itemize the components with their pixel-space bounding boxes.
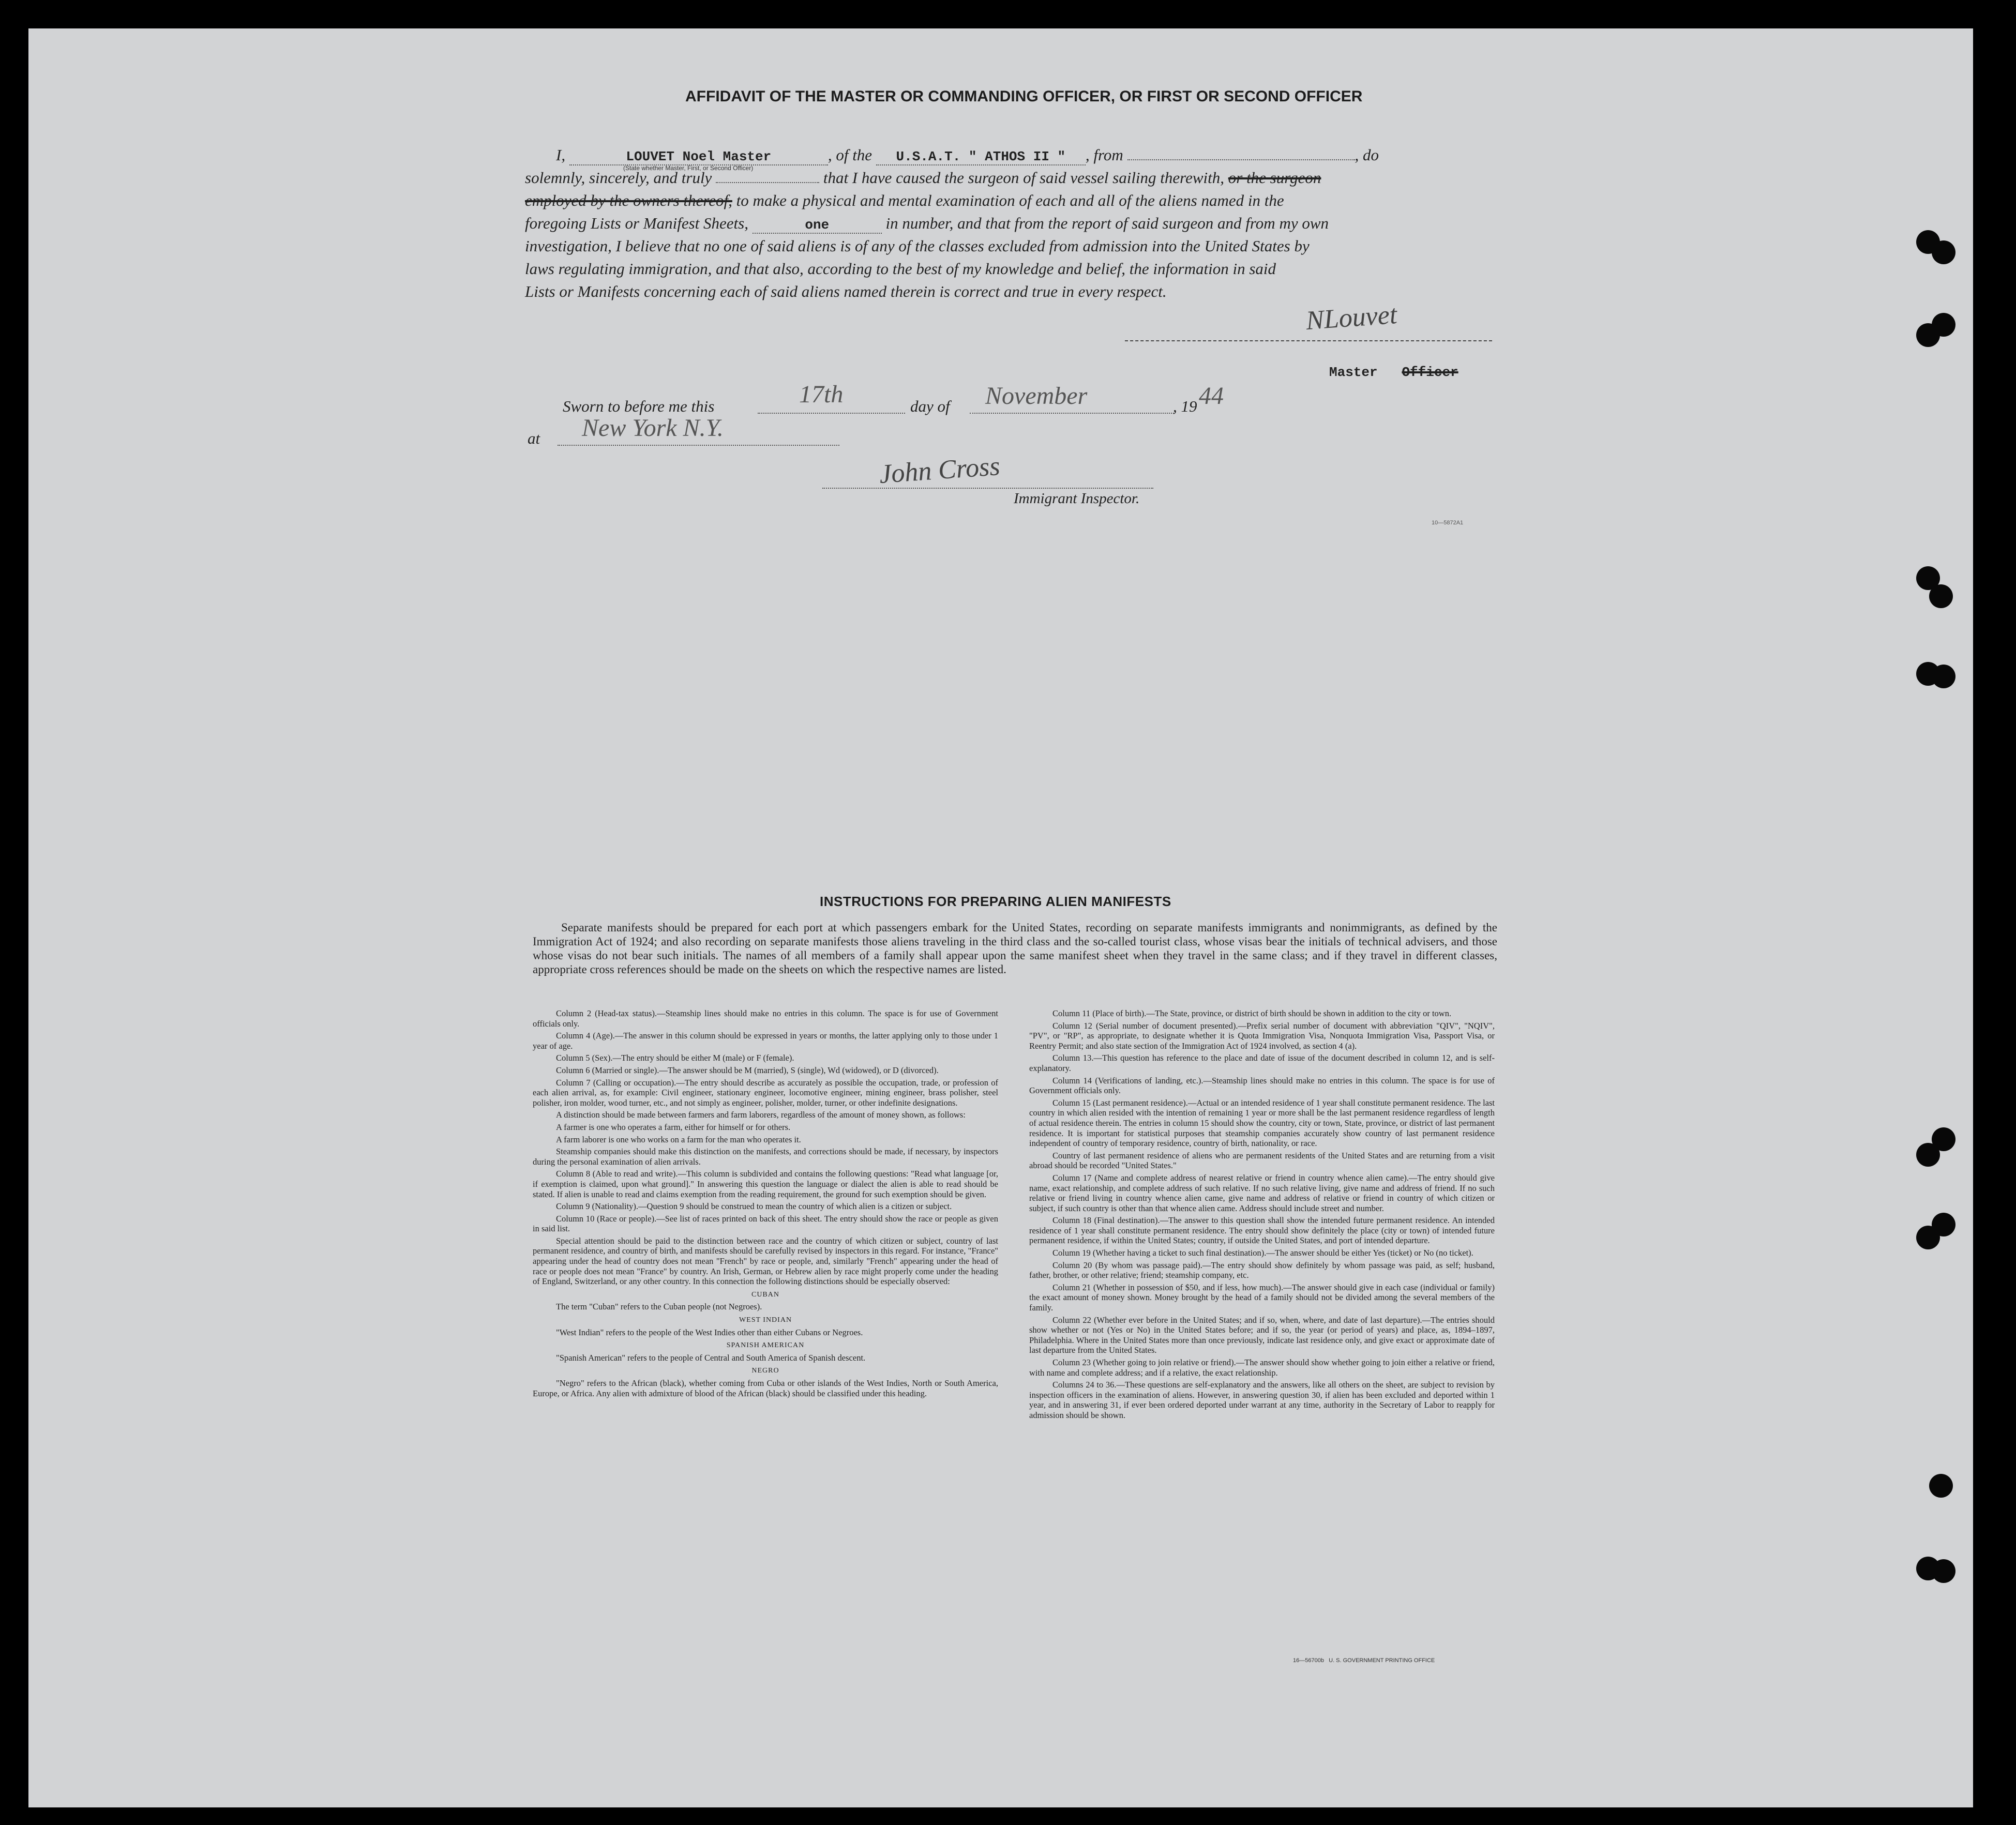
instruction-paragraph: Column 15 (Last permanent residence).—Actual or an intended residence of 1 year shall constitute permanent residence. The last country in which alien resided with the intention of remaining 1 year or more shall be the last permanent residence regardless of length of actual residence therein. The entries in column 15 should show the country, city or town, State, province, or district of last permanent residence. It is important for statistical purposes that steamship companies accurately show country of last permanent residence independent of country of temporary residence, country of birth, nationality, or race. xyxy=(1029,1097,1495,1149)
form-code: 10—5872A1 xyxy=(1432,520,1464,526)
at-label: at xyxy=(528,429,540,447)
instruction-paragraph: Column 17 (Name and complete address of nearest relative or friend in country whence alien came).—The entry should give name, exact relationship, and complete address of such relative. If no such relative living, give name and address of friend. If no such relative or friend living in country whence alien came, give name and address of relative or friend in country of which citizen or subject, if such country is other than that whence alien came. Address should include street and number. xyxy=(1029,1172,1495,1213)
instructions-title: INSTRUCTIONS FOR PREPARING ALIEN MANIFESTS xyxy=(820,894,1171,909)
struck-employed-text: employed by the owners thereof, xyxy=(525,191,732,209)
instruction-paragraph: Column 4 (Age).—The answer in this column should be expressed in years or months, the latter applying only to those under 1 year of age. xyxy=(533,1031,998,1051)
instruction-paragraph: Column 19 (Whether having a ticket to such final destination).—The answer should be either Yes (ticket) or No (no ticket). xyxy=(1052,1248,1473,1258)
location-line xyxy=(558,445,839,446)
sworn-month: November xyxy=(985,382,1088,410)
punch-hole xyxy=(1932,1213,1955,1236)
affidavit-line-4: foregoing Lists or Manifest Sheets, one in number, and that from the report of said surgeon and from my own xyxy=(525,214,1329,233)
punch-hole xyxy=(1929,1474,1953,1498)
instruction-paragraph: Column 14 (Verifications of landing, etc.).—Steamship lines should make no entries in this column. The space is for use of Government officials only. xyxy=(1029,1075,1495,1096)
instruction-paragraph: Column 20 (By whom was passage paid).—The entry should show definitely by whom passage was paid, as self; husband, father, brother, or other relative; friend; steamship company, etc. xyxy=(1029,1260,1495,1280)
instruction-paragraph: Column 5 (Sex).—The entry should be either M (male) or F (female). xyxy=(556,1053,794,1063)
instruction-paragraph: Column 23 (Whether going to join relative or friend).—The answer should show whether going to join either a relative or friend, with name and complete address; and if a relative, the exact relationship. xyxy=(1029,1358,1495,1378)
officer-caption: (State whether Master, First, or Second Officer) xyxy=(623,164,754,172)
month-line xyxy=(970,413,1174,414)
punch-hole xyxy=(1932,1559,1955,1583)
spanish-american-heading: SPANISH AMERICAN xyxy=(726,1341,805,1350)
cuban-heading: CUBAN xyxy=(751,1290,779,1299)
instruction-paragraph: Column 11 (Place of birth).—The State, province, or district of birth should be shown in addition to the city or town. xyxy=(1052,1008,1452,1018)
sworn-location: New York N.Y. xyxy=(582,414,724,442)
punch-hole xyxy=(1929,584,1953,608)
signature-line xyxy=(1125,340,1492,341)
instruction-paragraph: Column 21 (Whether in possession of $50, and if less, how much).—The answer should give in each case (individual or family) the exact amount of money shown. Money brought by the head of a family should not be divided among the several members of the family. xyxy=(1029,1282,1495,1313)
inspector-label: Immigrant Inspector. xyxy=(1014,490,1140,507)
day-line xyxy=(758,413,905,414)
instruction-paragraph: Column 7 (Calling or occupation).—The entry should describe as accurately as possible the occupation, trade, or profession of each alien arrival, as, for example: Civil engineer, stationary engineer, locomotive engineer, mining engineer, brass polisher, steel polisher, iron molder, wood turner, etc., and not simply as engineer, polisher, molder, turner, or other indefinite designations. xyxy=(533,1077,998,1108)
instruction-paragraph: Column 8 (Able to read and write).—This column is subdivided and contains the following questions: "Read what language [or, if exemption is claimed, upon what ground]." In answering this question the language or dialect the alien is able to read should be stated. If alien is unable to read and claims exemption from the reading requirement, the ground for such exemption should be given. xyxy=(533,1169,998,1199)
instruction-paragraph: Column 12 (Serial number of document presented).—Prefix serial number of document with abbreviation "QIV", "NQIV", "PV", or "RP", as appropriate, to designate whether it is Quota Immigration Visa, Nonquota Immigration Visa, Passport Visa, or Reentry Permit; and also state section of the Immigration Act of 1924 involved, as section 4 (a). xyxy=(1029,1020,1495,1051)
west-indian-heading: WEST INDIAN xyxy=(739,1316,792,1324)
affidavit-line-5: investigation, I believe that no one of said aliens is of any of the classes excluded from admission into the United States by xyxy=(525,237,1310,255)
affidavit-title: AFFIDAVIT OF THE MASTER OR COMMANDING OFFICER, OR FIRST OR SECOND OFFICER xyxy=(685,88,1363,105)
cuban-text: The term "Cuban" refers to the Cuban people (not Negroes). xyxy=(556,1302,762,1312)
affidavit-line-7: Lists or Manifests concerning each of said aliens named therein is correct and true in every respect. xyxy=(525,282,1167,300)
punch-hole xyxy=(1932,665,1955,688)
affidavit-line-1: I, LOUVET Noel Master , of the U.S.A.T. " ATHOS II " , from , do xyxy=(556,146,1379,164)
printing-office-footer: 16—56700b U. S. GOVERNMENT PRINTING OFFICE xyxy=(1293,1657,1435,1664)
instructions-left-column xyxy=(533,1008,998,1400)
instruction-paragraph: Column 10 (Race or people).—See list of races printed on back of this sheet. The entry should show the race or people as given in said list. xyxy=(533,1213,998,1234)
sworn-day: 17th xyxy=(799,381,844,408)
negro-heading: NEGRO xyxy=(751,1367,779,1375)
instruction-paragraph: A farm laborer is one who works on a farm for the man who operates it. xyxy=(556,1134,801,1144)
instruction-paragraph: Special attention should be paid to the distinction between race and the country of which citizen or subject, country of last permanent residence, and country of birth, and manifests should be carefully revised by inspectors in this regard. For instance, "France" appearing under the head of country does not mean "French" by race or people, and, similarly "French" appearing under the head of race or people does not mean "France" by country. An Irish, German, or Hebrew alien by race might properly come under the heading of England, Switzerland, or any other country. In this connection the following distinctions should be especially observed: xyxy=(533,1235,998,1287)
punch-hole xyxy=(1932,1127,1955,1151)
instruction-paragraph: Columns 24 to 36.—These questions are self-explanatory and the answers, like all others on the sheet, are subject to revision by inspection officers in the examination of aliens. However, in answering question 30, if alien has been excluded and deported within 1 year, and in answering 31, if ever been ordered deported under warrant at any time, authority in the Secretary of Labor to reapply for admission should be shown. xyxy=(1029,1380,1495,1420)
blank-field xyxy=(716,182,819,183)
inspector-signature: John Cross xyxy=(878,451,1001,490)
punch-hole xyxy=(1932,313,1955,337)
instruction-paragraph: A farmer is one who operates a farm, either for himself or for others. xyxy=(556,1122,791,1132)
sworn-year: 44 xyxy=(1199,382,1224,410)
master-label: Master Officer xyxy=(1329,365,1458,380)
vessel-name-field: U.S.A.T. " ATHOS II " xyxy=(876,149,1086,165)
instruction-paragraph: Steamship companies should make this distinction on the manifests, and corrections should be made, if necessary, by inspectors during the personal examination of alien arrivals. xyxy=(533,1147,998,1167)
affidavit-line-3: employed by the owners thereof, to make a physical and mental examination of each and all of the aliens named in the xyxy=(525,191,1284,209)
instruction-paragraph: A distinction should be made between farmers and farm laborers, regardless of the amount of money shown, as follows: xyxy=(556,1110,966,1120)
instruction-paragraph: Column 18 (Final destination).—The answer to this question shall show the intended future permanent residence. An intended residence of 1 year shall constitute permanent residence. The entry should show definitely the place (city or town) of intended future permanent residence, if within the United States; country, if outside the United States, and port of intended departure. xyxy=(1029,1215,1495,1246)
year-prefix: , 19 xyxy=(1173,397,1197,415)
instruction-paragraph: Column 6 (Married or single).—The answer should be M (married), S (single), Wd (widowed), or D (divorced). xyxy=(556,1065,939,1075)
instructions-right-column xyxy=(1029,1008,1495,1423)
sworn-text: Sworn to before me this xyxy=(563,397,715,415)
negro-text: "Negro" refers to the African (black), whether coming from Cuba or other islands of the West Indies, North or South America, Europe, or Africa. Any alien with admixture of blood of the African (black) should be classified under this heading. xyxy=(533,1378,998,1398)
officer-name-field: LOUVET Noel Master xyxy=(569,149,828,165)
instruction-paragraph: Column 2 (Head-tax status).—Steamship lines should make no entries in this column. The space is for use of Government officials only. xyxy=(533,1008,998,1029)
instruction-paragraph: Country of last permanent residence of aliens who are permanent residents of the United States and are returning from a visit abroad should be recorded "United States." xyxy=(1029,1150,1495,1171)
struck-surgeon-text: or the surgeon xyxy=(1228,169,1321,187)
instruction-paragraph: Column 9 (Nationality).—Question 9 should be construed to mean the country of which alien is a citizen or subject. xyxy=(556,1201,952,1212)
master-signature: NLouvet xyxy=(1305,299,1398,336)
spanish-american-text: "Spanish American" refers to the people of Central and South America of Spanish descent. xyxy=(556,1352,866,1363)
affidavit-line-2: solemnly, sincerely, and truly that I have caused the surgeon of said vessel sailing therewith, or the surgeon xyxy=(525,169,1321,187)
instruction-paragraph: Column 22 (Whether ever before in the United States; and if so, when, where, and date of last departure).—The entries should show whether or not (Yes or No) in the United States before; and if so, the year (or period of years) and place, as, 1894–1897, Philadelphia. Where in the United States more than once previously, indicate last residence only, and give exact or approximate date of last departure from the United States. xyxy=(1029,1315,1495,1355)
west-indian-text: "West Indian" refers to the people of the West Indies other than either Cubans or Negroes. xyxy=(556,1327,863,1337)
day-of-label: day of xyxy=(910,397,950,415)
inspector-line xyxy=(822,488,1153,489)
sheet-count-field: one xyxy=(753,217,882,234)
punch-hole xyxy=(1932,240,1955,264)
affidavit-line-6: laws regulating immigration, and that also, according to the best of my knowledge and belief, the information in said xyxy=(525,260,1276,278)
instructions-intro: Separate manifests should be prepared for each port at which passengers embark for the United States, recording on separate manifests immigrants and nonimmigrants, as defined by the Immigration Act of 1924; and also recording on separate manifests those aliens traveling in the third class and the so-called tourist class, whose visas bear the initials of technical advisers, and those whose visas do not bear such initials. The names of all members of a family shall appear upon the same manifest sheet when they travel in the same class; and if they travel in different classes, appropriate cross references should be made on the sheets on which the respective names are listed. xyxy=(533,921,1497,976)
instruction-paragraph: Column 13.—This question has reference to the place and date of issue of the document described in column 12, and is self-explanatory. xyxy=(1029,1053,1495,1073)
from-port-field xyxy=(1127,159,1355,160)
